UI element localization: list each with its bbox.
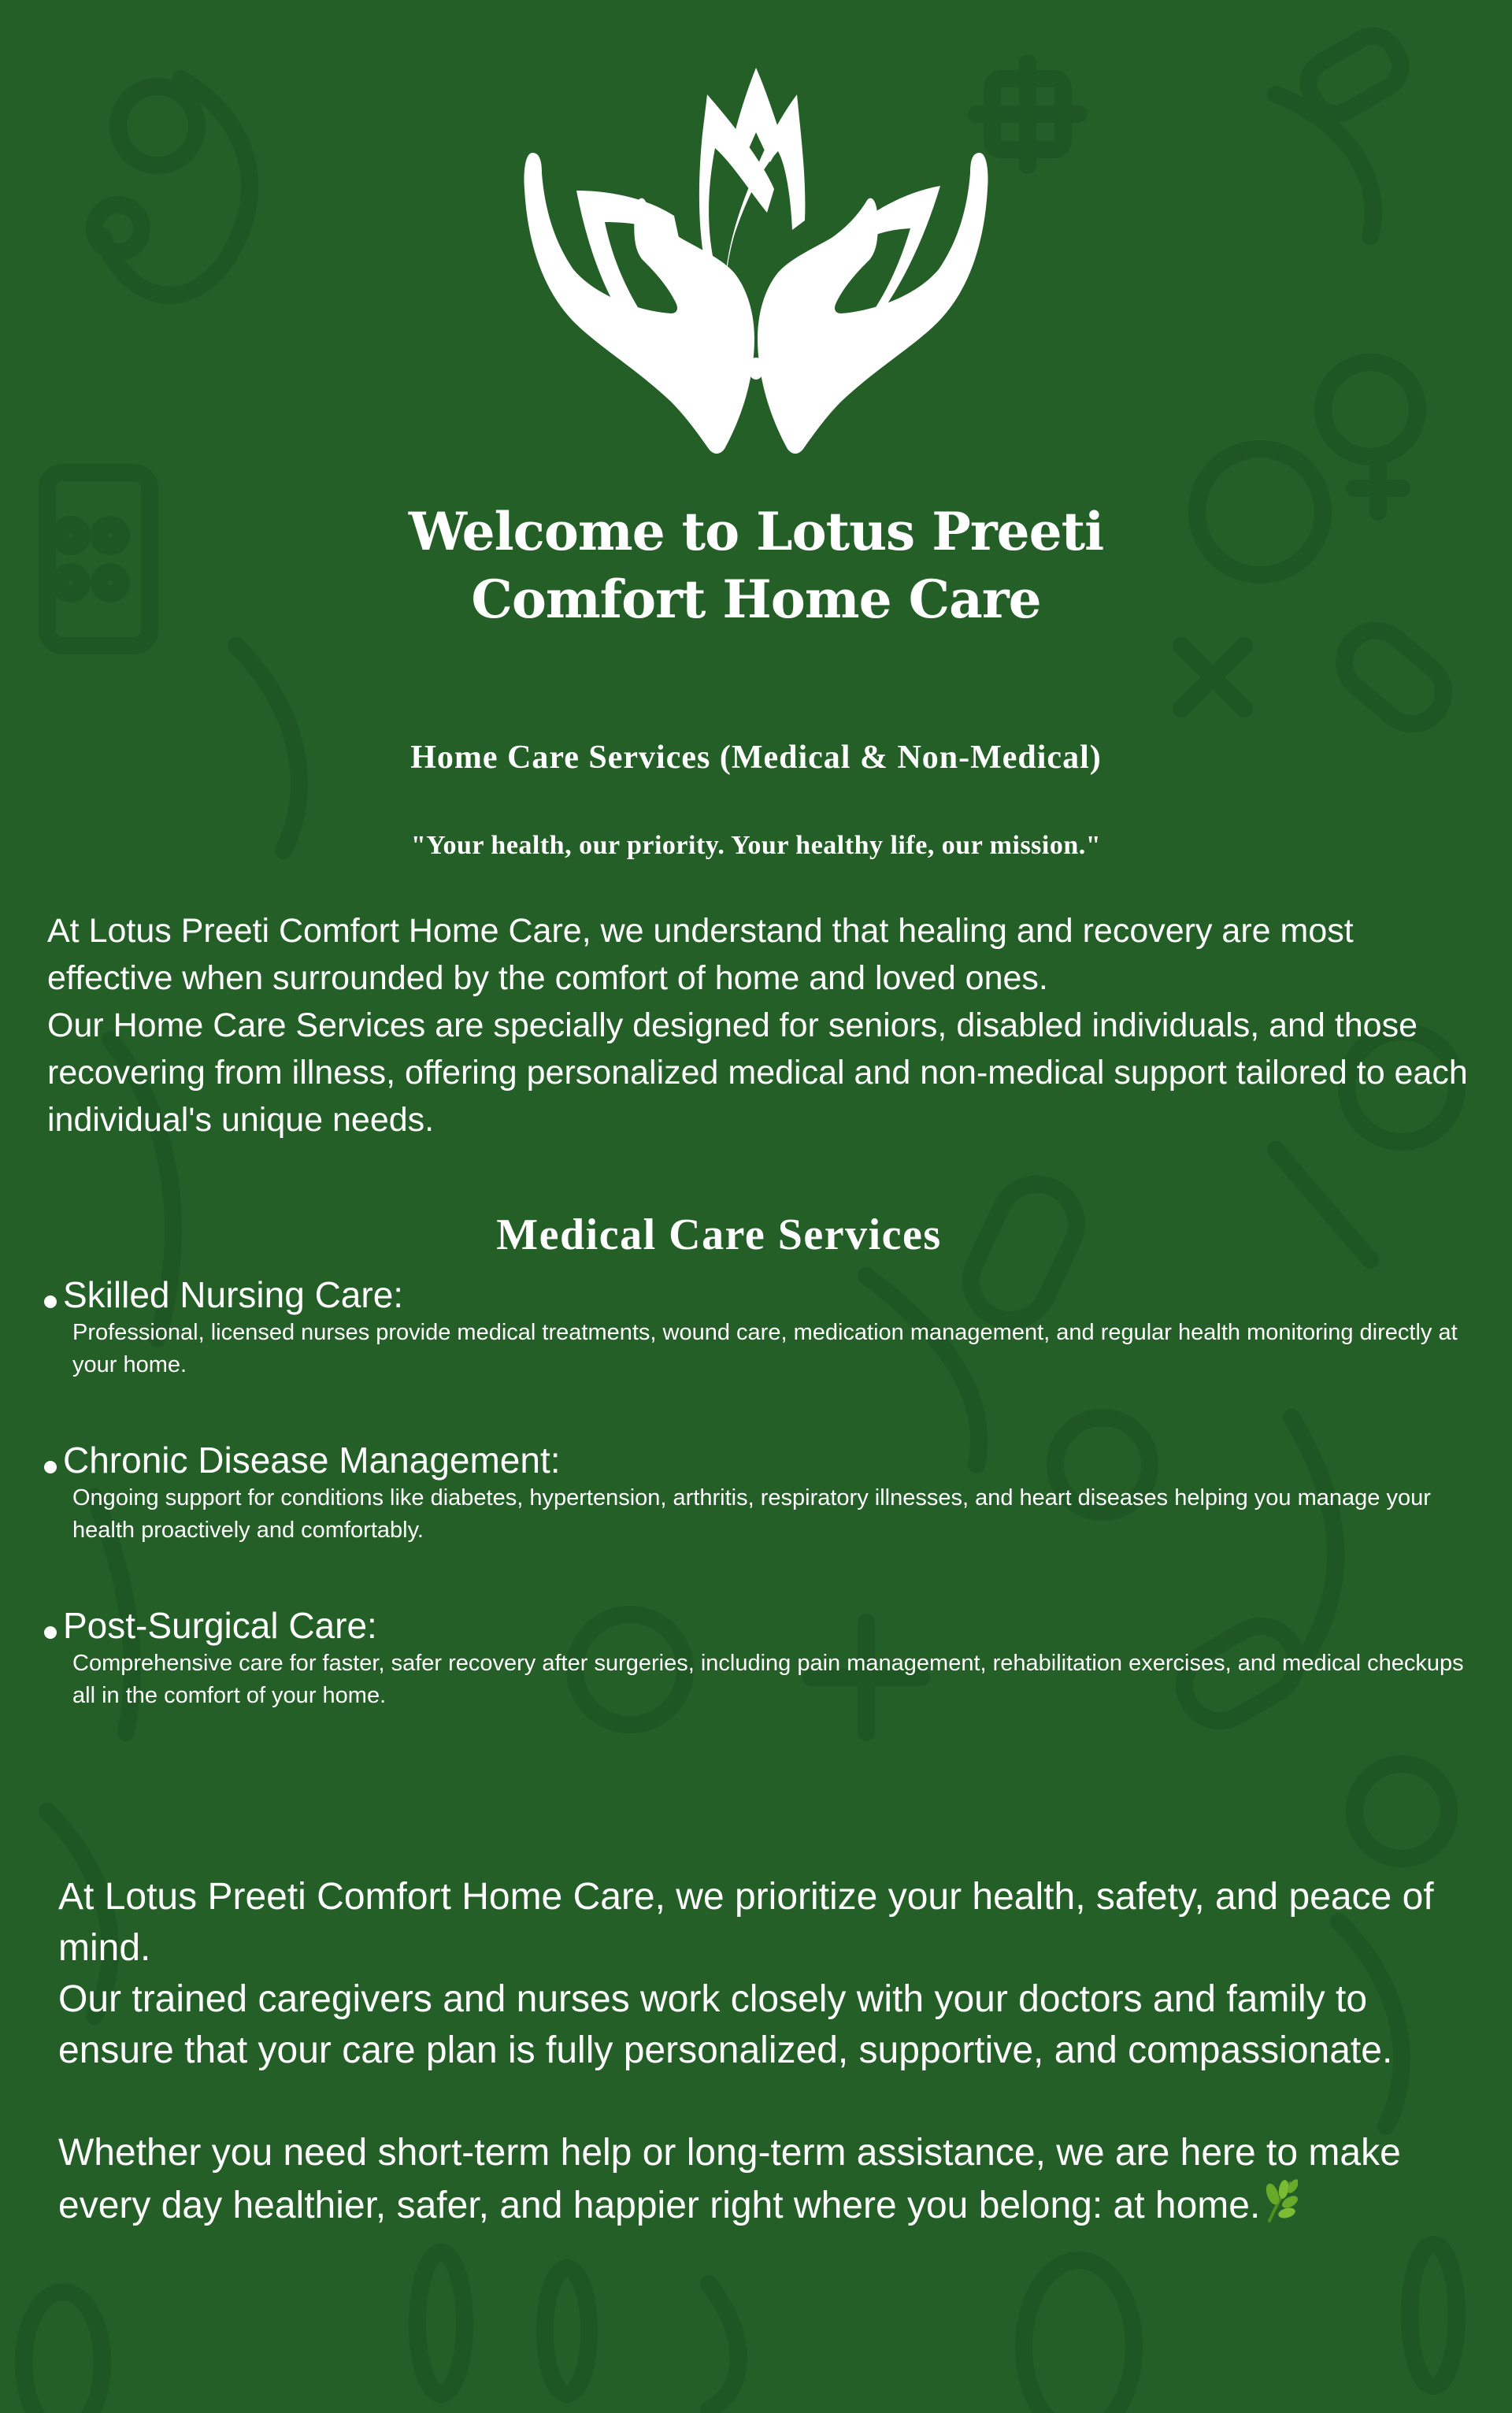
service-description: Professional, licensed nurses provide medical treatments, wound care, medication management, and regular health monitoring directly at your home. <box>72 1320 1458 1377</box>
intro-text <box>47 907 1480 1143</box>
closing-text <box>58 1871 1476 2231</box>
bullet-icon <box>44 1461 57 1473</box>
service-description: Comprehensive care for faster, safer recovery after surgeries, including pain management, rehabilitation exercises, and medical checkups all in the comfort of your home. <box>72 1651 1464 1708</box>
service-item-post-surgical <box>44 1603 1477 1712</box>
bullet-icon <box>44 1626 57 1639</box>
service-title: Skilled Nursing Care: <box>63 1274 404 1315</box>
service-title: Chronic Disease Management: <box>63 1440 561 1481</box>
service-item-chronic-disease <box>44 1438 1477 1547</box>
closing-paragraph-3-wrap <box>58 2127 1476 2231</box>
service-title: Post-Surgical Care: <box>63 1605 377 1646</box>
closing-paragraph-1: At Lotus Preeti Comfort Home Care, we prioritize your health, safety, and peace of mind. <box>58 1876 1434 1969</box>
service-item-skilled-nursing <box>44 1273 1477 1381</box>
closing-paragraph-3: Whether you need short-term help or long-term assistance, we are here to make every day healthier, safer, and happier right where you belong: at home. <box>58 2132 1401 2226</box>
services-subtitle: Home Care Services (Medical & Non-Medical) <box>410 739 1102 776</box>
closing-paragraph-2: Our trained caregivers and nurses work closely with your doctors and family to ensure that your care plan is fully personalized, supportive, and compassionate. <box>58 1978 1393 2071</box>
tagline-quote: "Your health, our priority. Your healthy life, our mission." <box>410 831 1102 860</box>
bullet-icon <box>44 1295 57 1308</box>
medical-services-heading: Medical Care Services <box>496 1210 942 1259</box>
intro-paragraph-2: Our Home Care Services are specially designed for seniors, disabled individuals, and those recovering from illness, offering personalized medical and non-medical support tailored to each individual's unique needs. <box>47 1006 1468 1139</box>
page-title <box>0 498 1512 633</box>
title-line-1: Welcome to Lotus Preeti <box>408 501 1104 562</box>
intro-paragraph-1: At Lotus Preeti Comfort Home Care, we understand that healing and recovery are most effective when surrounded by the comfort of home and loved ones. <box>47 912 1354 997</box>
title-line-2: Comfort Home Care <box>471 569 1041 630</box>
lotus-hands-logo-icon <box>488 63 1024 473</box>
service-description: Ongoing support for conditions like diabetes, hypertension, arthritis, respiratory illnesses, and heart diseases helping you manage your health proactively and comfortably. <box>72 1485 1431 1543</box>
herb-leaf-icon <box>1263 2178 1298 2222</box>
